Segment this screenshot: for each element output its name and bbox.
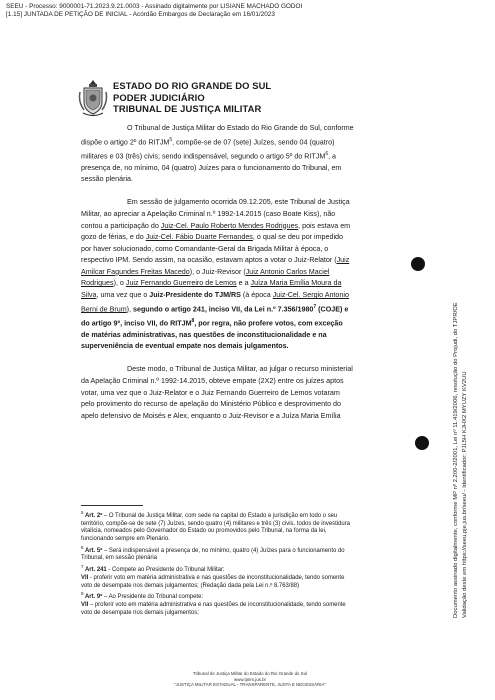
footnote-6: $^6$ Art. 5º – Será indispensável a presença de, no mínimo, quatro (4) Juízes para o funcionamento do <box>81 544 345 554</box>
paragraph-2: Em sessão de julgamento ocorrida 09.12.205, este Tribunal de Justiça Militar, ao apreciar a Apelação Criminal n.º 1992-14.2015 (caso Boate Kiss), não contou a participação do Juiz-Cel. Paulo Roberto Mendes Rodrigues, pois estava em gozo de férias, e do Juiz-Cel. Fábio Duarte Fernandes, o qual se deu por impedido por haver solucionado, como Comandante-Geral da Brigada Militar à época, o respectivo IPM. Sendo assim, na ocasião, estavam aptos a votar o Juiz-Relator (Juiz Amilcar Fagundes Freitas Macedo), o Juiz-Revisor (Juiz Antonio Carlos Maciel Rodrigues), o Juiz Fernando Guerreiro de Lemos e a Juíza Maria Emília Moura da Silva, uma vez que o Juiz-Presidente do TJM/RS (à época Juiz-Cel. Sergio Antonio Berni de Brum), segundo o artigo 241, inciso VII, da Lei n.º 7.356/1980$^7$ (COJE) e do artigo 9º, inciso VII, do RITJM$^8$, por regra, não profere votos, com exceção de matérias administrativas, nas questões de inconstitucionalidade e na superveniência de eventual empate nos demais julgamentos. <box>81 198 351 351</box>
header-state: ESTADO DO RIO GRANDE DO SUL <box>113 80 272 91</box>
header-court: TRIBUNAL DE JUSTIÇA MILITAR <box>113 103 262 114</box>
side-validation-stamp <box>452 78 469 618</box>
footnote-8: $^8$ Art. 9º – Ao Presidente do Tribunal compete: <box>81 591 203 601</box>
seeu-line-1: SEEU - Processo: 9000001-71.2023.9.21.0003 - Assinado digitalmente por LISIANE MACHADO GODOI <box>6 3 303 10</box>
header-power: PODER JUDICIÁRIO <box>113 91 205 103</box>
letterhead <box>113 80 271 115</box>
paragraph-1: O Tribunal de Justiça Militar do Estado do Rio Grande do Sul, conforme dispõe o artigo 2º do RITJM$^5$, compõe-se de 07 (sete) Juízes, sendo 04 (quatro) militares e 03 (três) civis; sendo indispensável, segundo o artigo 5º do RITJM$^6$, a presença de, no mínimo, 04 (quatro) Juízes para o funcionamento do Tribunal, em sessão plenária. <box>81 124 354 184</box>
footer-motto: "JUSTIÇA MILITAR ESTADUAL - TRANSPARENTE, JUSTA E NECESSÁRIA" <box>174 682 326 688</box>
side-line-1: Documento assinado digitalmente, conforme MP nº 2.200-2/2001, Lei nº 11.419/2006, resolução do Projudi, do TJPR/OE <box>453 302 459 618</box>
redaction-dot-2 <box>415 436 429 450</box>
footer-court: Tribunal de Justiça Militar do Estado do Rio Grande do Sul <box>192 671 308 676</box>
footnotes: $^5$ Art. 2º – O Tribunal de Justiça Militar, com sede na capital do Estado e jurisdição em todo o seu território, compõe-se de sete (7) Juízes, sendo quatro (4) militares e três (3) civis, todos de investidura vitalícia, nomeados pelo Governador do Estado ou promovidos pelo Tribunal, na forma da lei, funcionando sempre em Plenário. $^6$ Art. 5º – Será indispensável a presença de, no mínimo, quatro (4) Juízes para o funcionamento do Tribunal, em sessão plenária $^7$ Art. 241 - Compete ao Presidente do Tribunal Militar: VII - proferir voto em matéria administrativa e nas questões de inconstitucionalidade, tendo somente voto de desempate nos demais julgamentos; (Redação dada pela Lei n.º 8.763/88) $^8$ Art. 9º – Ao Presidente do Tribunal compete: VII – proferir voto em matéria administrativa e nas questões de inconstitucionalidade, tendo somente voto de desempate nos demais julgamentos; <box>81 509 437 617</box>
footnote-5: $^5$ Art. 2º – O Tribunal de Justiça Militar, com sede na capital do Estado e jurisdição em todo o seu <box>81 510 338 519</box>
document-body <box>81 123 437 422</box>
paragraph-3: Deste modo, o Tribunal de Justiça Militar, ao julgar o recurso ministerial da Apelação Criminal n.º 1992-14.2015, obteve empate (2X2) entre os juízes aptos votar, uma vez que o Juiz-Relator e o Juiz Fernando Guerreiro de Lemos votaram pelo provimento do recurso de apelação do Ministério Público e desprovimento do apelo defensivo de Moisés e Alex, enquanto o Juiz-Revisor e a Juíza Maria Emília <box>81 365 353 420</box>
seeu-stamp <box>6 3 302 19</box>
footer-site: www.tjmrs.jus.br <box>234 676 266 682</box>
footnote-7: $^7$ Art. 241 - Compete ao Presidente do Tribunal Militar: <box>81 564 225 574</box>
page-footer <box>150 671 350 688</box>
side-line-2: Validação deste em https://seeu.pje.jus.br/seeu/ - Identificador: PJL5H KJHX2 MYUZY KV2UU <box>461 371 468 618</box>
coat-of-arms-icon <box>78 78 108 118</box>
seeu-line-2: [1.15] JUNTADA DE PETIÇÃO DE INICIAL - Acórdão Embargos de Declaração em 16/01/2023 <box>6 11 275 19</box>
footnote-divider <box>81 505 143 506</box>
redaction-dot-1 <box>411 257 425 271</box>
